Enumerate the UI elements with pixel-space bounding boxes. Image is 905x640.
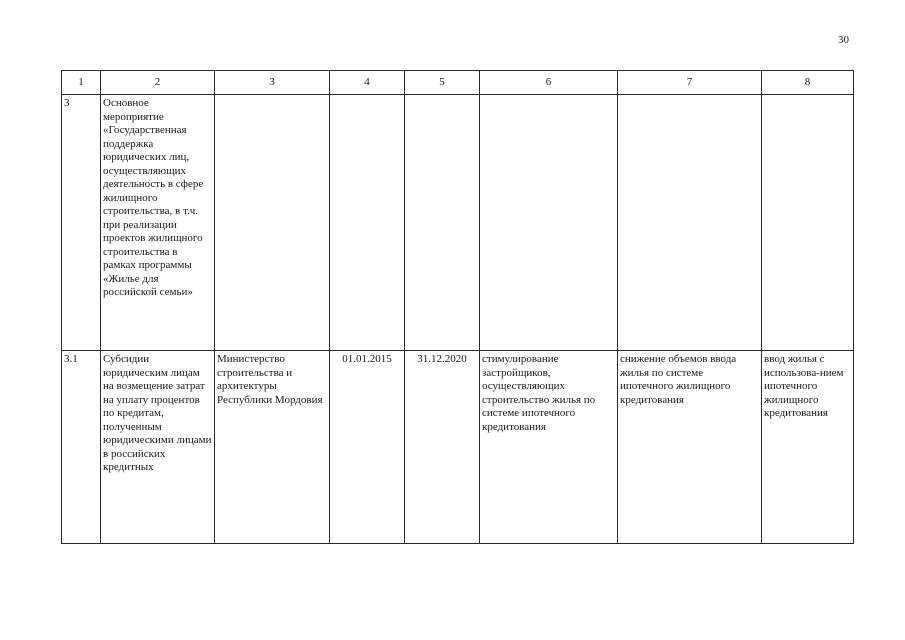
header-row [62,71,854,95]
executor: Министерство строительства и архитектуры Республики Мордовия [215,351,330,544]
measure-name: Основное мероприятие «Государственная поддержка юридических лиц, осуществляющих деятельность в сфере жилищного строительства, в т.ч. при реализации проектов жилищного строительства в рамках программы «Жилье для российской семьи» [101,95,215,351]
header-cell-8: 8 [762,71,854,95]
header-cell-2: 2 [101,71,215,95]
header-cell-5: 5 [405,71,480,95]
expected-result [480,95,618,351]
header-cell-4: 4 [330,71,405,95]
page-number: 30 [838,34,849,46]
non-implementation-consequence: снижение объемов ввода жилья по системе ипотечного жилищного кредитования [618,351,762,544]
table-row [62,95,854,351]
related-indicator [762,95,854,351]
table-row [62,351,854,544]
row-number: 3.1 [62,351,101,544]
header-cell-3: 3 [215,71,330,95]
row-number: 3 [62,95,101,351]
non-implementation-consequence [618,95,762,351]
measure-name: Субсидии юридическим лицам на возмещение затрат на уплату процентов по кредитам, полученным юридическими лицами в российских кредитных [101,351,215,544]
header-cell-1: 1 [62,71,101,95]
start-date: 01.01.2015 [330,351,405,544]
end-date: 31.12.2020 [405,351,480,544]
related-indicator: ввод жилья с использова-нием ипотечного жилищного кредитования [762,351,854,544]
start-date [330,95,405,351]
program-table [61,70,854,544]
header-cell-6: 6 [480,71,618,95]
end-date [405,95,480,351]
header-cell-7: 7 [618,71,762,95]
executor [215,95,330,351]
expected-result: стимулирование застройщиков, осуществляющих строительство жилья по системе ипотечного кредитования [480,351,618,544]
